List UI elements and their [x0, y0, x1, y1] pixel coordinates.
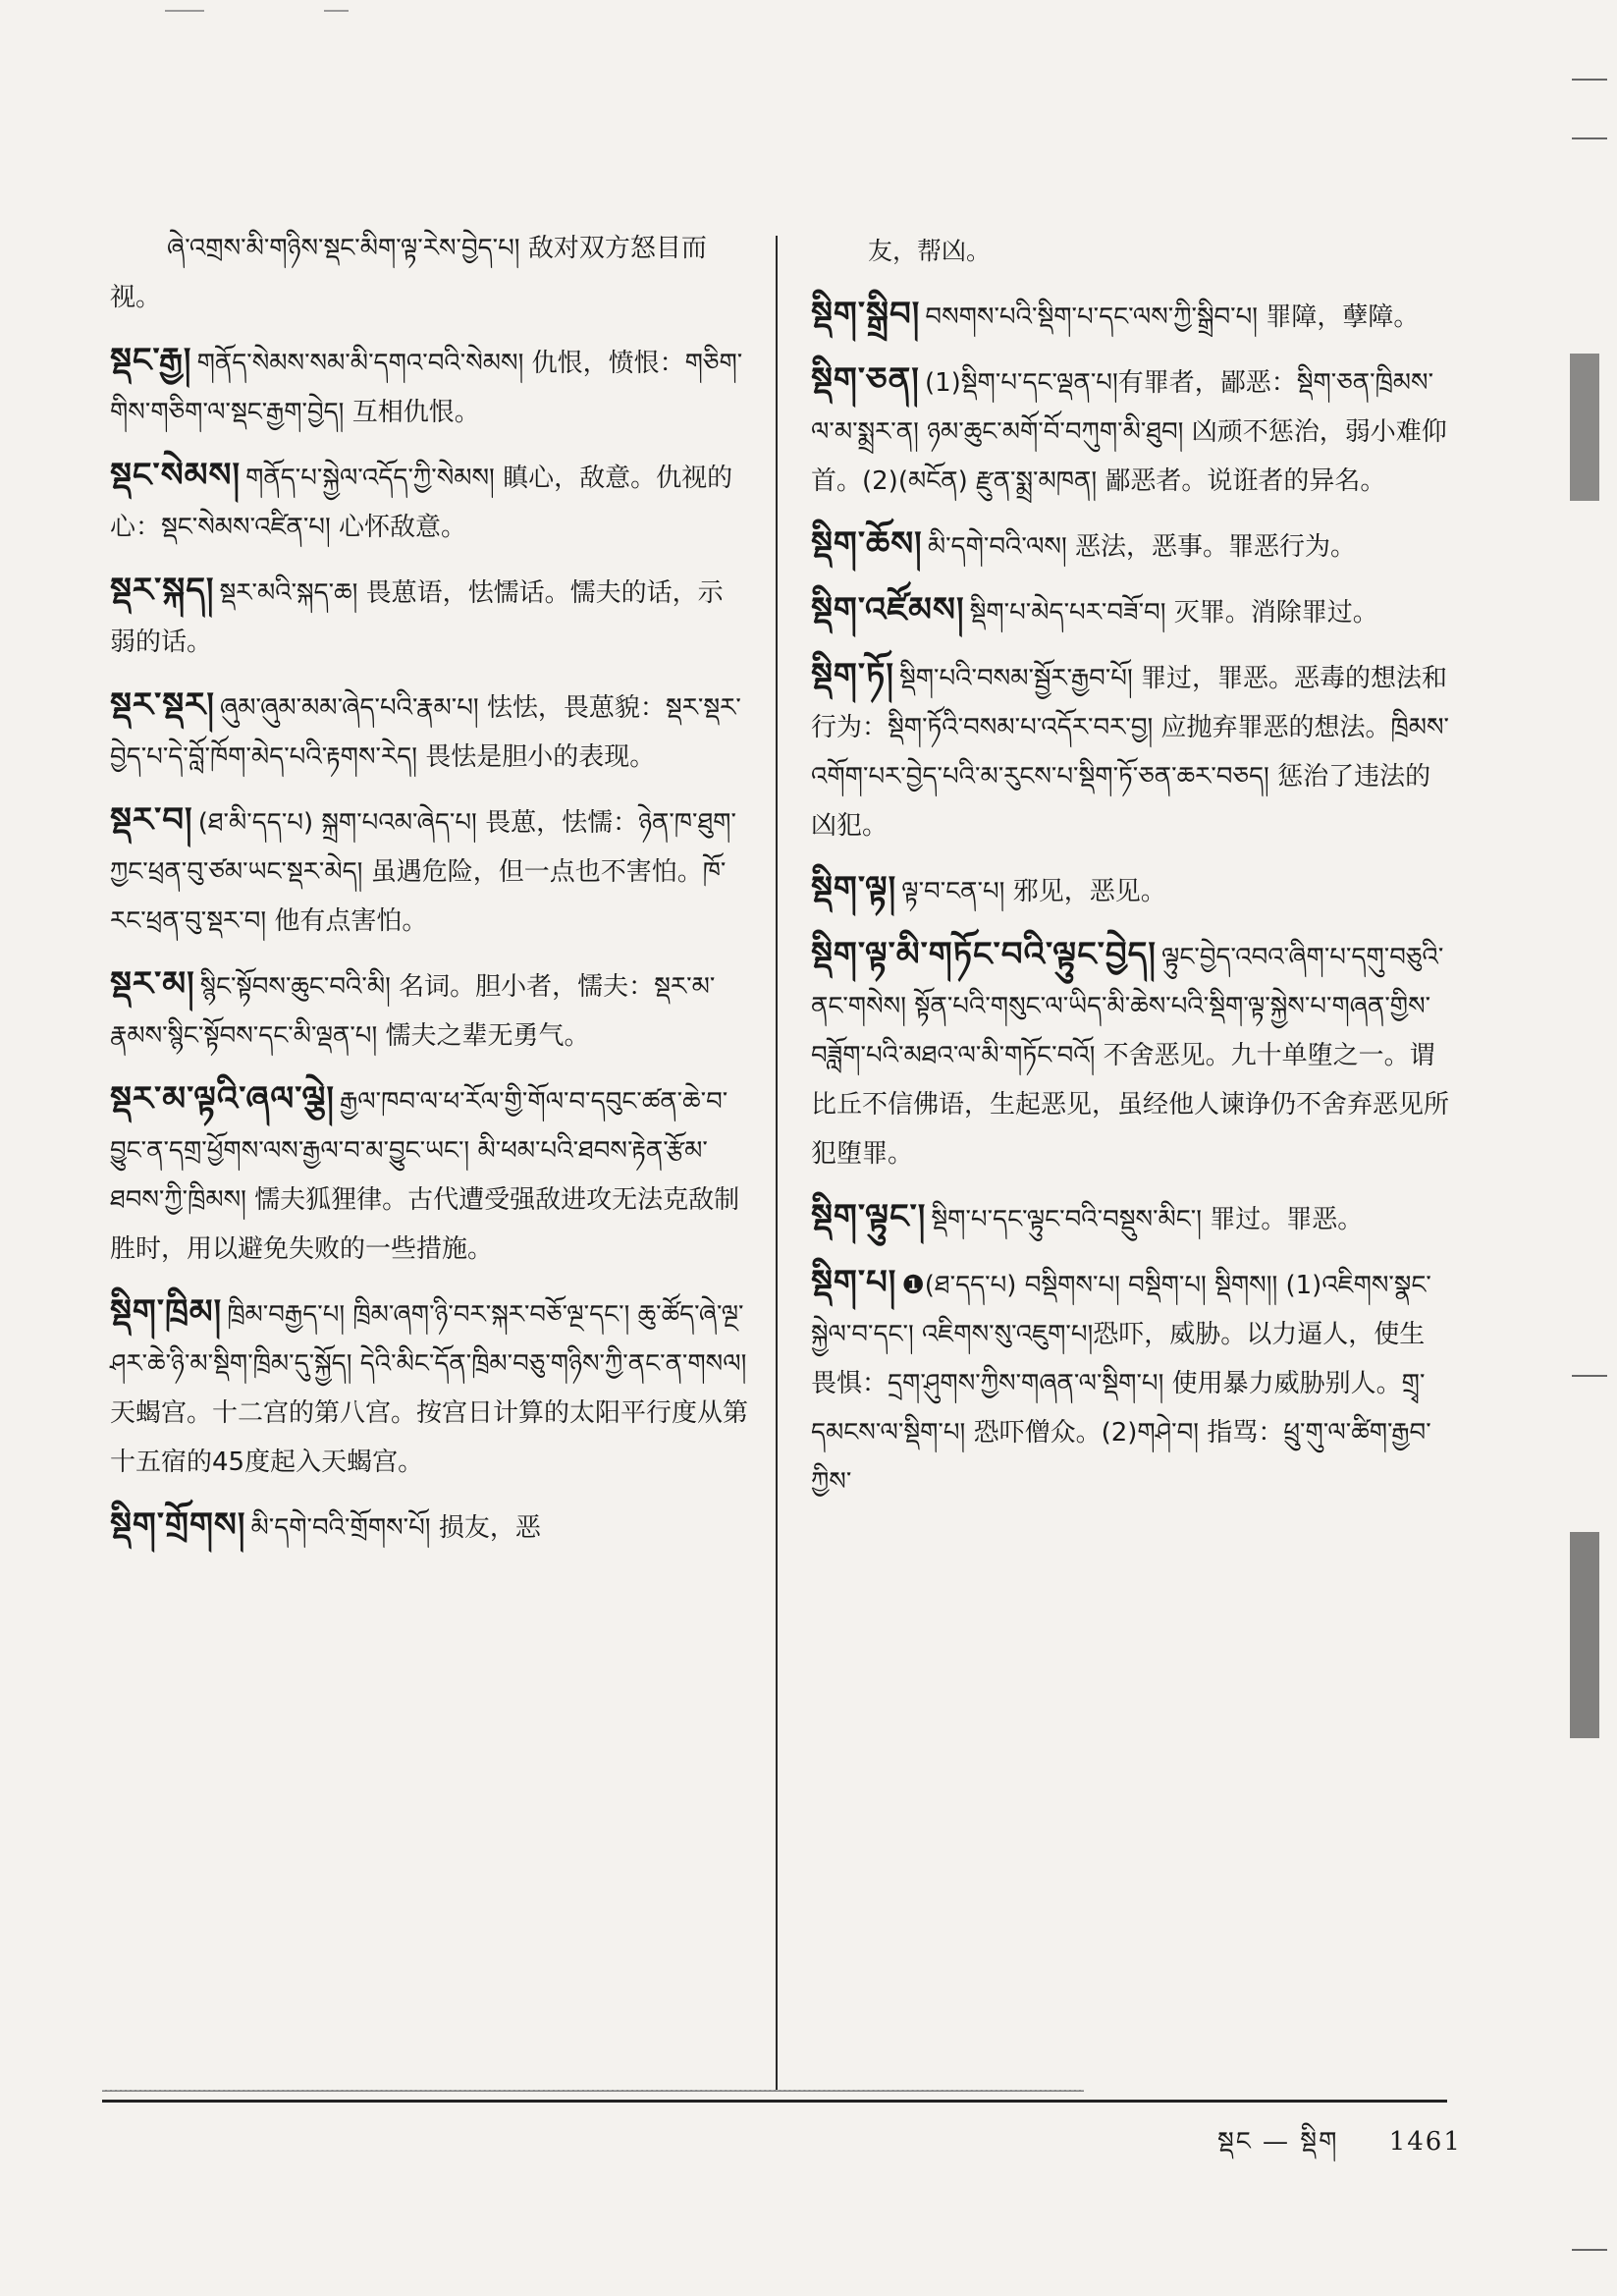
entry-headword: སྡིག་པ། — [811, 1263, 897, 1302]
entry-headword: སྡིག་སྒྲིབ། — [811, 295, 921, 334]
entry-headword: སྡིག་ཏོ། — [811, 656, 894, 695]
entry-headword: སྡིག་ཁྲིམ། — [110, 1292, 223, 1332]
entry-headword: སྡིག་ཅན། — [811, 360, 920, 400]
scan-mark — [324, 10, 349, 12]
dictionary-entry — [110, 959, 748, 1061]
entry-definition: མི་དགེ་བའི་གྲོགས་པོ། 损友，恶 — [250, 1513, 541, 1543]
scan-edge-tick — [1572, 1375, 1607, 1377]
entry-headword: སྡིག་འཛོམས། — [811, 590, 965, 629]
column-divider — [776, 236, 778, 2092]
entry-headword: སྡིག་ལྟ་མི་གཏོང་བའི་ལྟུང་བྱེད། — [811, 935, 1157, 974]
entry-definition: སྡིག་པ་མེད་པར་བཟོ་བ། 灭罪。消除罪过。 — [969, 598, 1378, 628]
entry-definition: ❶(ཐ་དད་པ) བསྡིགས་པ། བསྡིག་པ། སྡིགས།། (1)འཇིགས་སྣང་སྐྱེལ་བ་དང་། འཇིགས་སུ་འཇུག་པ།恐吓，威胁。以力逼人，使生畏惧：དྲག་ཤུགས་ཀྱིས་གཞན་ལ་སྡིག་པ། 使用暴力威胁别人。གྲྭ་དམངས་ལ་སྡིག་པ། 恐吓僧众。(2)གཤེ་བ། 指骂：ཕྲུ་གུ་ལ་ཚིག་རྒྱབ་ཀྱིས་ — [811, 1271, 1431, 1497]
dictionary-entry — [110, 224, 748, 322]
entry-headword: སྡིག་གྲོགས། — [110, 1505, 246, 1545]
left-column — [110, 224, 748, 1566]
entry-headword: སྡར་སྐད། — [110, 571, 215, 610]
right-column — [811, 224, 1449, 1520]
dictionary-entry — [811, 585, 1449, 637]
entry-headword: སྡང་སེམས། — [110, 456, 242, 495]
page-footer — [1217, 2113, 1462, 2185]
dictionary-entry — [811, 651, 1449, 850]
entry-definition: ཞུམ་ཞུམ་མམ་ཞེད་པའི་རྣམ་པ། 怯怯，畏葸貌：སྡར་སྡར་བྱེད་པ་དེ་བློ་ཁོག་མེད་པའི་རྟགས་རེད། 畏怯是胆小的表现。 — [110, 693, 741, 772]
dictionary-entry — [110, 1287, 748, 1487]
dictionary-entry — [110, 451, 748, 552]
entry-headword: སྡར་སྡར། — [110, 685, 215, 725]
dictionary-entry — [811, 1192, 1449, 1244]
dictionary-entry — [811, 355, 1449, 506]
dictionary-entry — [110, 681, 748, 782]
entry-definition: གནོད་སེམས་སམ་མི་དགའ་བའི་སེམས། 仇恨，愤恨：གཅིག་གིས་གཅིག་ལ་སྡང་རྒྱག་བྱེད། 互相仇恨。 — [110, 349, 743, 427]
entry-definition: སྡར་མའི་སྐད་ཆ། 畏葸语，怯懦话。懦夫的话，示弱的话。 — [110, 578, 724, 657]
entry-definition: མི་དགེ་བའི་ལས། 恶法，恶事。罪恶行为。 — [927, 532, 1357, 562]
entry-headword: སྡར་མ་ལྟའི་ཞལ་ལྕེ། — [110, 1079, 335, 1119]
entry-definition: གནོད་པ་སྐྱེལ་འདོད་ཀྱི་སེམས། 瞋心，敌意。仇视的心：སྡང་སེམས་འཛིན་པ། 心怀敌意。 — [110, 464, 733, 542]
dictionary-entry — [110, 1501, 748, 1553]
entry-headword: སྡིག་ལྟུང་། — [811, 1197, 927, 1236]
entry-definition: སྡིག་པ་དང་ལྟུང་བའི་བསྡུས་མིང་། 罪过。罪恶。 — [931, 1205, 1364, 1234]
entry-definition: རྒྱལ་ཁབ་ལ་ཕ་རོལ་གྱི་གོལ་བ་དབུང་ཚན་ཆེ་བ་བྱུང་ན་དགྲ་ཕྱོགས་ལས་རྒྱལ་བ་མ་བྱུང་ཡང་། མི་ཕམ་པའི་ཐབས་རྟེན་རྩོམ་ཐབས་ཀྱི་ཁྲིམས། 懦夫狐狸律。古代遭受强敌进攻无法克敌制胜时，用以避免失败的一些措施。 — [110, 1087, 740, 1264]
dictionary-entry — [811, 224, 1449, 276]
entry-definition: ལྟ་བ་ངན་པ། 邪见，恶见。 — [901, 877, 1166, 906]
dictionary-entry — [110, 566, 748, 667]
dictionary-entry — [110, 336, 748, 437]
dictionary-entry — [811, 864, 1449, 916]
entry-definition: (ཐ་མི་དད་པ) སྐྲག་པའམ་ཞེད་པ། 畏葸，怯懦：ཉེན་ཁ་ཐུག་ཀྱང་ཕྲན་བུ་ཙམ་ཡང་སྡར་མེད། 虽遇危险，但一点也不害怕。ཁོ་རང་ཕྲན་བུ་སྡར་བ། 他有点害怕。 — [110, 808, 736, 936]
scan-edge-mark — [1570, 354, 1599, 501]
dictionary-entry — [110, 1074, 748, 1274]
scan-edge-tick — [1572, 2249, 1607, 2251]
entry-definition: ལྟུང་བྱེད་འབའ་ཞིག་པ་དགུ་བཅུའི་ནང་གསེས། སྟོན་པའི་གསུང་ལ་ཡིད་མི་ཆེས་པའི་སྡིག་ལྟ་སྐྱེས་པ་གཞན་གྱིས་བཟློག་པའི་མཐའ་ལ་མི་གཏོང་བའོ། 不舍恶见。九十单堕之一。谓比丘不信佛语，生起恶见，虽经他人谏诤仍不舍弃恶见所犯堕罪。 — [811, 943, 1450, 1169]
dictionary-entry — [811, 1258, 1449, 1506]
dictionary-entry — [811, 519, 1449, 572]
footer-rule-thin — [102, 2090, 1084, 2092]
dictionary-entry — [110, 795, 748, 946]
entry-definition: སྡིག་པའི་བསམ་སྦྱོར་རྒྱབ་པོ། 罪过，罪恶。恶毒的想法和行为：སྡིག་ཏོའི་བསམ་པ་འདོར་བར་བྱ། 应抛弃罪恶的想法。ཁྲིམས་འགོག་པར་བྱེད་པའི་མ་རུངས་པ་སྡིག་ཏོ་ཅན་ཆར་བཅད། 惩治了违法的凶犯。 — [811, 664, 1449, 841]
entry-definition: སྙིང་སྟོབས་ཆུང་བའི་མི། 名词。胆小者，懦夫：སྡར་མ་རྣམས་སྙིང་སྟོབས་དང་མི་ལྡན་པ། 懦夫之辈无勇气。 — [110, 972, 716, 1051]
entry-definition: ཞེ་འགྲས་མི་གཉིས་སྡང་མིག་ལྟ་རེས་བྱེད་པ། 敌对双方怒目而视。 — [110, 234, 707, 312]
entry-headword: སྡིག་ལྟ། — [811, 869, 897, 908]
entry-headword: སྡར་མ། — [110, 964, 195, 1004]
scan-edge-mark — [1570, 1532, 1599, 1738]
dictionary-entry — [811, 930, 1449, 1178]
entry-headword: སྡང་རྒྱ། — [110, 341, 192, 380]
entry-definition: 友，帮凶。 — [868, 237, 992, 265]
entry-headword: སྡར་བ། — [110, 800, 193, 840]
scan-mark — [165, 10, 204, 12]
footer-rule — [102, 2100, 1447, 2103]
dictionary-entry — [811, 290, 1449, 342]
scan-edge-tick — [1572, 137, 1607, 139]
entry-definition: ཁྲིམ་བརྒྱད་པ། ཁྲིམ་ཞག་ཉི་བར་སྐར་བཅོ་ལྔ་དང་། ཆུ་ཚོད་ཞེ་ལྔ་ཤར་ཆེ་ཉི་མ་སྡིག་ཁྲིམ་དུ་སྐྱོད། དེའི་མིང་དོན་ཁྲིམ་བཅུ་གཉིས་ཀྱི་ནང་ན་གསལ། 天蝎宫。十二宫的第八宫。按宫日计算的太阳平行度从第十五宿的45度起入天蝎宫。 — [110, 1300, 749, 1477]
entry-definition: བསགས་པའི་སྡིག་པ་དང་ལས་ཀྱི་སྒྲིབ་པ། 罪障，孽障。 — [925, 302, 1420, 332]
scan-edge-tick — [1572, 79, 1607, 81]
entry-headword: སྡིག་ཆོས། — [811, 524, 923, 564]
entry-definition: (1)སྡིག་པ་དང་ལྡན་པ།有罪者，鄙恶：སྡིག་ཅན་ཁྲིམས་ལ་མ་སྨྲར་ན། ཉམ་ཆུང་མགོ་བོ་བཀུག་མི་ཐུབ། 凶顽不惩治，弱小难仰首。(2)(མངོན) རྫུན་སྨྲ་མཁན། 鄙恶者。说诳者的异名。 — [811, 368, 1447, 496]
page-range: སྡང — སྡིག — [1217, 2127, 1339, 2157]
page-number: 1461 — [1388, 2127, 1462, 2157]
